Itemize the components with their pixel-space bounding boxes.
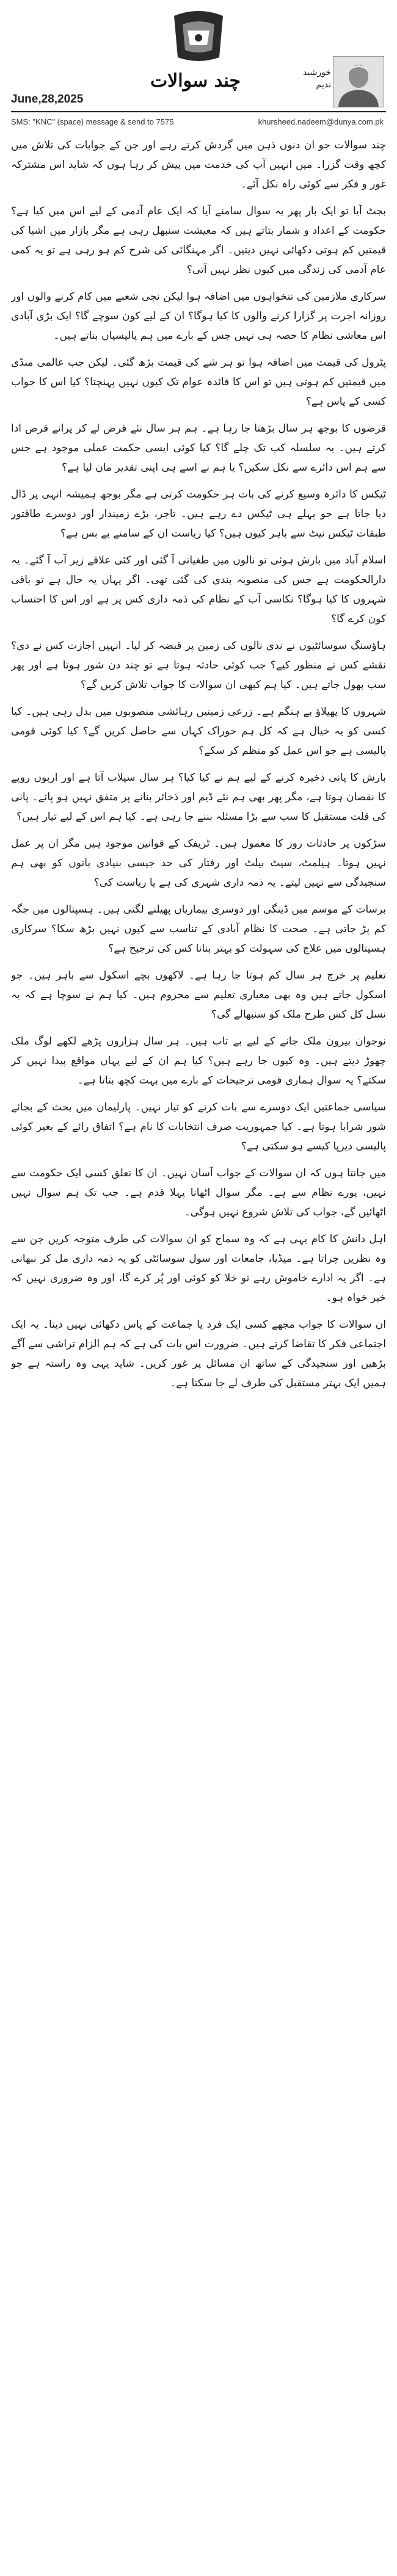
dunya-logo-graphic: [156, 4, 241, 71]
article-paragraph: سرکاری ملازمین کی تنخواہوں میں اضافہ ہوا لیکن نجی شعبے میں کام کرنے والوں اور روزانہ اجرت پر گزارا کرنے والوں کا کیا ہوگا؟ ان کے لیے کون سوچے گا؟ ایک بڑی آبادی اس معاشی نظام کا حصہ ہی نہیں جس کے بارے میں ہم پالیسیاں بناتے ہیں۔: [11, 291, 386, 342]
column-title: چند سوالات: [150, 70, 241, 92]
sms-instructions: SMS: "KNC" (space) message & send to 7575: [11, 117, 174, 126]
article-paragraph: ان سوالات کا جواب مجھے کسی ایک فرد یا جماعت کے پاس دکھائی نہیں دیتا۔ یہ ایک اجتماعی فکر کا تقاضا کرتے ہیں۔ ضرورت اس بات کی ہے کہ ہم الزام تراشی سے آگے بڑھیں اور سنجیدگی کے ساتھ ان مسائل پر غور کریں۔ شاید یہی وہ راستہ ہے جو ہمیں ایک بہتر مستقبل کی طرف لے جا سکتا ہے۔: [11, 1319, 386, 1389]
author-photo: [333, 56, 384, 107]
article-paragraph: نوجوان بیرون ملک جانے کے لیے بے تاب ہیں۔ ہر سال ہزاروں پڑھے لکھے لوگ ملک چھوڑ دیتے ہیں۔ وہ کیوں جا رہے ہیں؟ کیا ہم ان کے لیے یہاں مواقع پیدا نہیں کر سکتے؟ یہ سوال ہماری قومی ترجیحات کے بارے میں بہت کچھ بتاتا ہے۔: [11, 1035, 386, 1087]
article-paragraph: سڑکوں پر حادثات روز کا معمول ہیں۔ ٹریفک کے قوانین موجود ہیں مگر ان پر عمل نہیں ہوتا۔ ہیلمٹ، سیٹ بیلٹ اور رفتار کی حد جیسی بنیادی باتوں کو بھی ہم سنجیدگی سے نہیں لیتے۔ یہ ذمہ داری شہری کی ہے یا ریاست کی؟: [11, 838, 386, 889]
article-paragraph: پٹرول کی قیمت میں اضافہ ہوا تو ہر شے کی قیمت بڑھ گئی۔ لیکن جب عالمی منڈی میں قیمتیں کم ہوتی ہیں تو اس کا فائدہ عوام تک کیوں نہیں پہنچتا؟ کیا اس کا جواب کسی کے پاس ہے؟: [11, 356, 386, 408]
article-paragraph: اہل دانش کا کام یہی ہے کہ وہ سماج کو ان سوالات کی طرف متوجہ کریں جن سے وہ نظریں چراتا ہے۔ میڈیا، جامعات اور سول سوسائٹی کو یہ ذمہ داری مل کر نبھانی ہے۔ اگر یہ ادارے خاموش رہے تو خلا کو کوئی اور پُر کرے گا، اور وہ ضروری نہیں کہ خیر خواہ ہو۔: [11, 1233, 386, 1304]
column-title-box: [107, 62, 284, 99]
author-email[interactable]: khursheed.nadeem@dunya.com.pk: [258, 117, 384, 126]
article-paragraph: چند سوالات جو ان دنوں ذہن میں گردش کرتے رہے اور جن کے جوابات کی تلاش میں کچھ وقت گزرا۔ میں انہیں آپ کی خدمت میں پیش کر رہا ہوں کہ شاید اس مشترکہ غور و فکر سے کوئی راہ نکل آئے۔: [11, 139, 386, 190]
article-paragraph: بجٹ آیا تو ایک بار پھر یہ سوال سامنے آیا کہ ایک عام آدمی کے لیے اس میں کیا ہے؟ حکومت کے اعداد و شمار بتاتے ہیں کہ معیشت سنبھل رہی ہے مگر بازار میں اشیا کی قیمتیں کم ہوتی دکھائی نہیں دیتیں۔ اگر مہنگائی کی شرح کم ہو رہی ہے تو یہ کمی عام آدمی کی زندگی میں کیوں نظر نہیں آتی؟: [11, 205, 386, 276]
publish-date: June,28,2025: [11, 93, 84, 106]
article-paragraph: برسات کے موسم میں ڈینگی اور دوسری بیماریاں پھیلنے لگتی ہیں۔ ہسپتالوں میں جگہ کم پڑ جاتی ہے۔ صحت کا نظام آبادی کے تناسب سے کیوں نہیں بڑھ سکا؟ سرکاری ہسپتالوں میں علاج کی سہولت کو بہتر بنانا کس کی ترجیح ہے؟: [11, 903, 386, 955]
article-body: [11, 136, 386, 2565]
article-paragraph: شہروں کا پھیلاؤ بے ہنگم ہے۔ زرعی زمینیں رہائشی منصوبوں میں بدل رہی ہیں۔ کیا کسی کو یہ خیال ہے کہ کل ہم خوراک کہاں سے حاصل کریں گے؟ کیا کوئی قومی پالیسی ہے جو اس عمل کو منظم کر سکے؟: [11, 706, 386, 757]
dunya-logo-icon[interactable]: [156, 4, 241, 71]
article-paragraph: اسلام آباد میں بارش ہوئی تو نالوں میں طغیانی آ گئی اور کئی علاقے زیر آب آ گئے۔ یہ دارالحکومت ہے جس کی منصوبہ بندی کی گئی تھی۔ اگر یہاں یہ حال ہے تو باقی شہروں کا کیا ہوگا؟ نکاسی آب کے نظام کی ذمہ داری کس پر ہے اور اس کا احتساب کون کرے گا؟: [11, 554, 386, 625]
article-paragraph: ہاؤسنگ سوسائٹیوں نے ندی نالوں کی زمین پر قبضہ کر لیا۔ انہیں اجازت کس نے دی؟ نقشے کس نے منظور کیے؟ جب کوئی حادثہ ہوتا ہے تو چند دن شور ہوتا ہے اور پھر سب بھول جاتے ہیں۔ کیا ہم کبھی ان سوالات کا جواب تلاش کریں گے؟: [11, 640, 386, 691]
article-paragraph: سیاسی جماعتیں ایک دوسرے سے بات کرنے کو تیار نہیں۔ پارلیمان میں بحث کے بجائے شور شرابا ہوتا ہے۔ کیا جمہوریت صرف انتخابات کا نام ہے؟ اتفاق رائے کے بغیر کوئی پالیسی دیرپا کیسے ہو سکتی ہے؟: [11, 1101, 386, 1152]
article-paragraph: میں جانتا ہوں کہ ان سوالات کے جواب آسان نہیں۔ ان کا تعلق کسی ایک حکومت سے نہیں، پورے نظام سے ہے۔ مگر سوال اٹھانا پہلا قدم ہے۔ جب تک ہم سوال نہیں اٹھائیں گے، جواب کی تلاش شروع نہیں ہوگی۔: [11, 1167, 386, 1218]
author-name: خورشید ندیم: [303, 68, 331, 90]
header-divider: [11, 111, 386, 112]
author-portrait-icon: [333, 57, 384, 107]
article-paragraph: بارش کا پانی ذخیرہ کرنے کے لیے ہم نے کیا کیا؟ ہر سال سیلاب آتا ہے اور اربوں روپے کا نقصان ہوتا ہے، مگر پھر بھی ہم نئے ڈیم اور ذخائر بنانے پر متفق نہیں ہو پاتے۔ پانی کی قلت مستقبل کا سب سے بڑا مسئلہ بننے جا رہی ہے۔ کیا ہم اس کے لیے تیار ہیں؟: [11, 772, 386, 823]
article-paragraph: ٹیکس کا دائرہ وسیع کرنے کی بات ہر حکومت کرتی ہے مگر بوجھ ہمیشہ انہی پر ڈال دیا جاتا ہے جو پہلے ہی ٹیکس دے رہے ہیں۔ تاجر، بڑے زمیندار اور دوسرے طاقتور طبقات ٹیکس نیٹ سے باہر کیوں ہیں؟ کیا ریاست ان کے سامنے بے بس ہے؟: [11, 488, 386, 540]
article-paragraph: قرضوں کا بوجھ ہر سال بڑھتا جا رہا ہے۔ ہم ہر سال نئے قرض لے کر پرانے قرض ادا کرتے ہیں۔ یہ سلسلہ کب تک چلے گا؟ کیا کوئی ایسی حکمت عملی موجود ہے جس سے ہم اس دائرے سے نکل سکیں؟ یا ہم نے اسے ہی اپنی تقدیر مان لیا ہے؟: [11, 422, 386, 474]
article-paragraph: تعلیم پر خرچ ہر سال کم ہوتا جا رہا ہے۔ لاکھوں بچے اسکول سے باہر ہیں۔ جو اسکول جاتے ہیں وہ بھی معیاری تعلیم سے محروم ہیں۔ کیا ہم نے سوچا ہے کہ یہ نسل کل کس طرح ملک کو سنبھالے گی؟: [11, 969, 386, 1021]
